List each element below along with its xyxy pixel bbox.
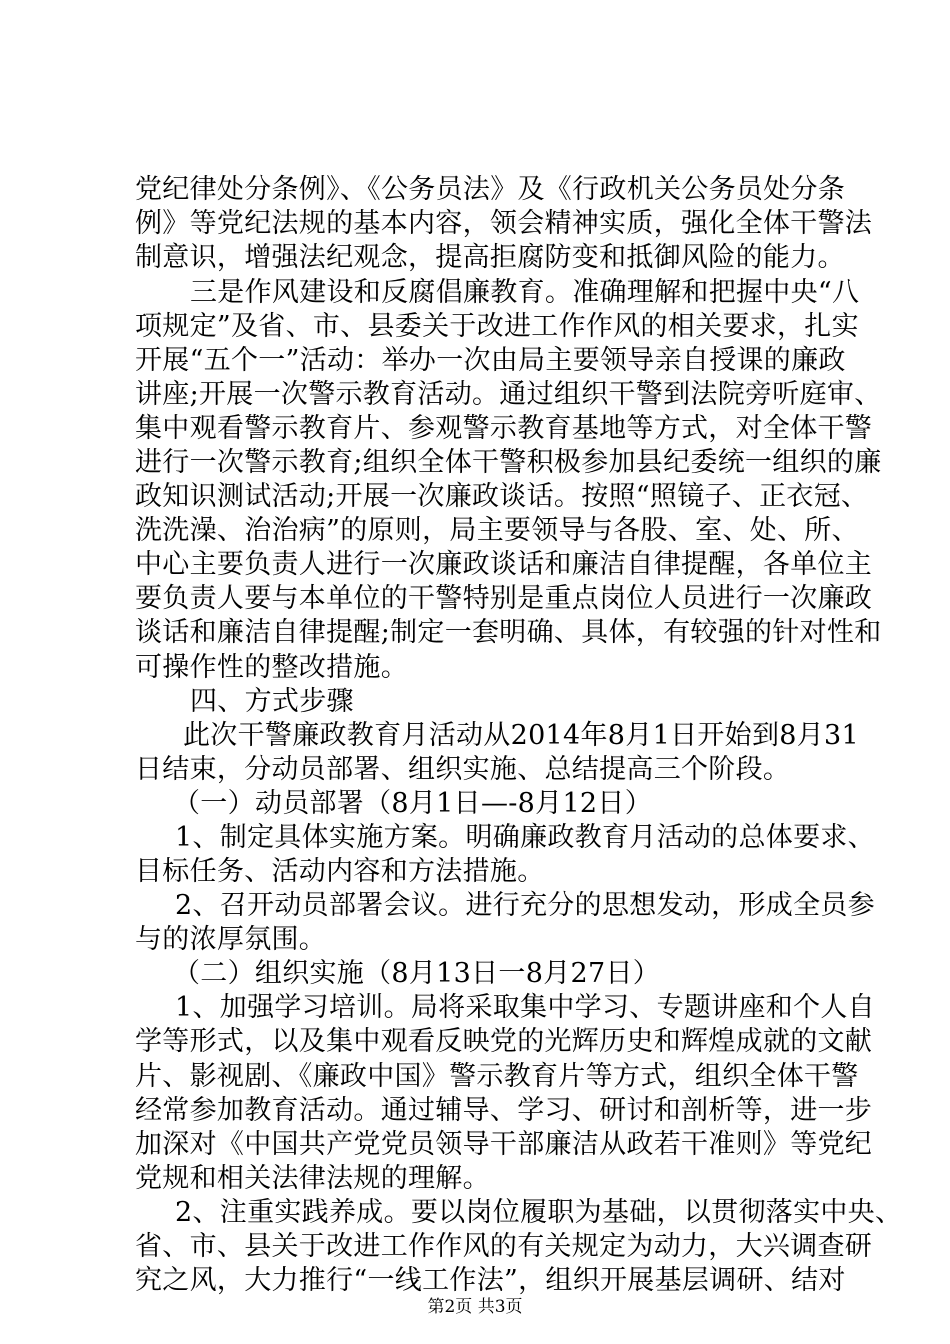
text-line: 政知识测试活动;开展一次廉政谈话。按照“照镜子、正衣冠、 [135, 481, 869, 512]
text-line: 经常参加教育活动。通过辅导、学习、研讨和剖析等，进一步 [135, 1095, 873, 1126]
text-line: 省、市、县关于改进工作作风的有关规定为动力，大兴调查研 [135, 1231, 873, 1262]
text-line: 三是作风建设和反腐倡廉教育。准确理解和把握中央“八 [190, 277, 860, 308]
text-line: 日结束，分动员部署、组织实施、总结提高三个阶段。 [135, 754, 791, 785]
text-line: 与的浓厚氛围。 [135, 924, 327, 955]
text-line: 此次干警廉政教育月活动从2014年8月1日开始到8月31 [183, 720, 860, 751]
text-line: 进行一次警示教育;组织全体干警积极参加县纪委统一组织的廉 [135, 447, 882, 478]
text-line: 例》等党纪法规的基本内容，领会精神实质，强化全体干警法 [135, 208, 873, 239]
text-line: 制意识，增强法纪观念，提高拒腐防变和抵御风险的能力。 [135, 242, 845, 273]
text-line: 要负责人要与本单位的干警特别是重点岗位人员进行一次廉政 [135, 583, 873, 614]
text-line: 1、加强学习培训。局将采取集中学习、专题讲座和个人自 [175, 992, 875, 1023]
subsection-heading: （二）组织实施（8月13日一8月27日） [173, 958, 661, 989]
text-line: 可操作性的整改措施。 [135, 652, 408, 683]
text-line: 集中观看警示教育片、参观警示教育基地等方式，对全体干警 [135, 413, 873, 444]
page-number: 第2页 共3页 [427, 1297, 523, 1317]
text-line: 讲座;开展一次警示教育活动。通过组织干警到法院旁听庭审、 [135, 379, 882, 410]
text-line: 2、召开动员部署会议。进行充分的思想发动，形成全员参 [175, 890, 875, 921]
subsection-heading: （一）动员部署（8月1日—-8月12日） [173, 788, 653, 819]
text-line: 中心主要负责人进行一次廉政谈话和廉洁自律提醒，各单位主 [135, 549, 873, 580]
text-line: 加深对《中国共产党党员领导干部廉洁从政若干准则》等党纪 [135, 1129, 873, 1160]
text-line: 谈话和廉洁自律提醒;制定一套明确、具体，有较强的针对性和 [135, 617, 882, 648]
text-line: 开展“五个一”活动：举办一次由局主要领导亲自授课的廉政 [135, 345, 846, 376]
text-line: 目标任务、活动内容和方法措施。 [135, 856, 545, 887]
text-line: 党规和相关法律法规的理解。 [135, 1163, 490, 1194]
text-line: 党纪律处分条例》、《公务员法》及《行政机关公务员处分条 [135, 174, 846, 205]
text-line: 片、影视剧、《廉政中国》警示教育片等方式，组织全体干警 [135, 1061, 859, 1092]
text-line: 究之风，大力推行“一线工作法”，组织开展基层调研、结对 [135, 1265, 846, 1296]
text-line: 1、制定具体实施方案。明确廉政教育月活动的总体要求、 [175, 822, 875, 853]
text-line: 项规定”及省、市、县委关于改进工作作风的相关要求，扎实 [135, 311, 859, 342]
text-line: 2、注重实践养成。要以岗位履职为基础，以贯彻落实中央、 [175, 1197, 903, 1228]
text-line: 学等形式，以及集中观看反映党的光辉历史和辉煌成就的文献 [135, 1026, 873, 1057]
text-line: 洗洗澡、治治病”的原则，局主要领导与各股、室、处、所、 [135, 515, 859, 546]
section-heading: 四、方式步骤 [190, 686, 354, 717]
